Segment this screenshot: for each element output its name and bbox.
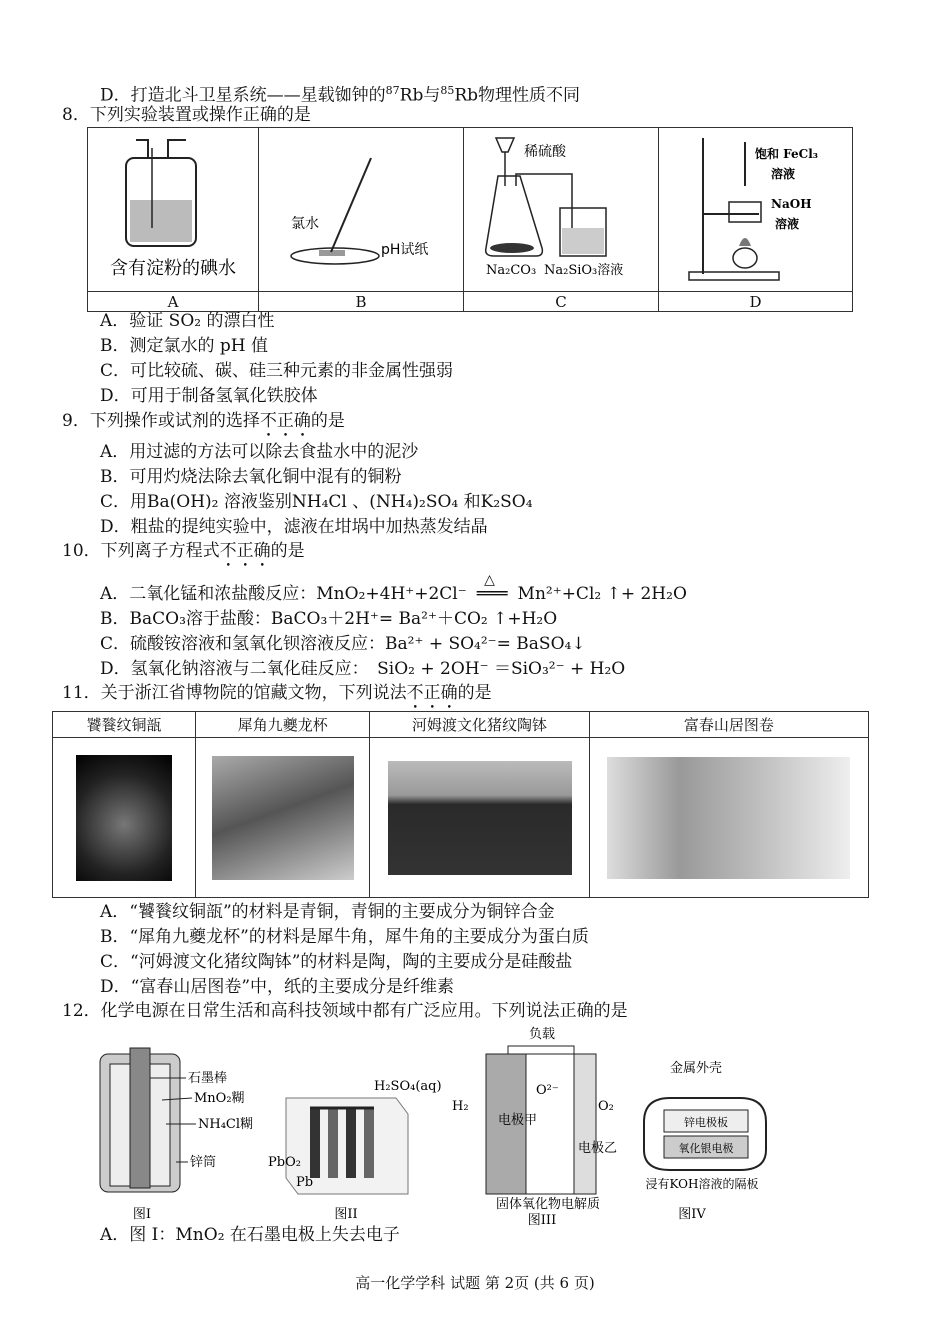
header-a: A — [88, 292, 259, 312]
q8-option-c: C．可比较硫、碳、硅三种元素的非金属性强弱 — [100, 361, 454, 381]
header-b: B — [259, 292, 464, 312]
header-c: C — [464, 292, 659, 312]
h2-label: H₂ — [452, 1099, 469, 1114]
pottery-bowl-image — [388, 761, 572, 875]
artifact-photo-cell-4 — [589, 738, 868, 898]
artifact-header-1: 饕餮纹铜瓿 — [53, 712, 196, 738]
page-footer: 高一化学学科 试题 第 2页 (共 6 页) — [355, 1274, 595, 1292]
rhino-horn-cup-image — [212, 756, 354, 880]
artifact-photo-cell-3 — [370, 738, 589, 898]
electrode-b-label: 电极乙 — [578, 1141, 618, 1156]
silver-oxide-cell-figure — [630, 1058, 780, 1222]
graphite-rod-label: 石墨棒 — [188, 1071, 228, 1086]
landscape-scroll-image — [607, 757, 850, 879]
h2so4-label: H₂SO₄(aq) — [374, 1079, 442, 1094]
q10-option-b: B．BaCO₃溶于盐酸：BaCO₃＋2H⁺= Ba²⁺＋CO₂ ↑+H₂O — [100, 609, 558, 629]
fig4-caption: 图IV — [678, 1207, 706, 1222]
chlorine-water-label: 氯水 — [291, 216, 319, 232]
artifact-photo-cell-2 — [196, 738, 370, 898]
na2sio3-label: Na₂SiO₃溶液 — [544, 263, 624, 278]
pbo2-label: PbO₂ — [268, 1155, 301, 1170]
o2-label: O₂ — [598, 1099, 614, 1114]
bronze-vessel-image — [76, 755, 172, 881]
lead-acid-battery-figure — [266, 1074, 442, 1224]
q10-option-d: D．氢氧化钠溶液与二氧化硅反应： SiO₂ + 2OH⁻ ＝SiO₃²⁻ + H₂O — [100, 659, 626, 679]
apparatus-d — [659, 128, 853, 292]
q9-option-d: D．粗盐的提纯实验中，滤液在坩埚中加热蒸发结晶 — [100, 517, 488, 537]
fig2-caption: 图II — [334, 1207, 358, 1222]
q7-option-d: D．打造北斗卫星系统——星载铷钟的$^{87}$Rb与$^{85}$Rb物理性质不同 — [100, 84, 581, 106]
fig1-caption: 图I — [132, 1207, 152, 1222]
apparatus-b — [259, 128, 464, 292]
q11-stem: 11．关于浙江省博物院的馆藏文物，下列说法不正确的是 — [62, 683, 492, 703]
q11-option-d: D．“富春山居图卷”中，纸的主要成分是纤维素 — [100, 977, 455, 997]
mno2-paste-label: MnO₂糊 — [194, 1091, 245, 1106]
electrolyte-label: 固体氧化物电解质 — [495, 1197, 601, 1212]
ph-paper-label: pH试纸 — [381, 242, 429, 258]
electrode-a-label: 电极甲 — [498, 1113, 538, 1128]
load-label: 负载 — [528, 1027, 556, 1042]
apparatus-a-label: 含有淀粉的碘水 — [110, 258, 236, 279]
q8-option-a: A．验证 SO₂ 的漂白性 — [100, 311, 275, 331]
q12-stem: 12．化学电源在日常生活和高科技领域中都有广泛应用。下列说法正确的是 — [62, 1001, 628, 1021]
q10-option-c: C．硫酸铵溶液和氢氧化钡溶液反应：Ba²⁺ + SO₄²⁻= BaSO₄↓ — [100, 634, 586, 654]
artifact-header-3: 河姆渡文化猪纹陶钵 — [370, 712, 589, 738]
fecl3-solution-label: 溶液 — [771, 167, 796, 181]
zinc-plate-label: 锌电极板 — [684, 1116, 728, 1129]
zinc-can-label: 锌筒 — [190, 1155, 217, 1170]
naoh-label: NaOH — [771, 197, 812, 211]
silver-oxide-label: 氧化银电极 — [678, 1142, 734, 1155]
metal-shell-label: 金属外壳 — [669, 1061, 723, 1076]
q8-stem: 8．下列实验装置或操作正确的是 — [62, 105, 311, 125]
q9-option-b: B．可用灼烧法除去氧化铜中混有的铜粉 — [100, 467, 402, 487]
pb-label: Pb — [296, 1175, 314, 1190]
q11-option-b: B．“犀角九夔龙杯”的材料是犀牛角，犀牛角的主要成分为蛋白质 — [100, 927, 589, 947]
artifact-header-2: 犀角九夔龙杯 — [196, 712, 370, 738]
ph-paper-figure — [259, 128, 463, 286]
q9-stem: 9．下列操作或试剂的选择不正确的是 — [62, 411, 345, 431]
colloid-preparation-figure — [659, 128, 852, 286]
q11-option-a: A．“饕餮纹铜瓿”的材料是青铜，青铜的主要成分为铜锌合金 — [100, 902, 555, 922]
solid-oxide-fuel-cell-figure — [448, 1024, 628, 1228]
q10-option-a: A．二氧化锰和浓盐酸反应：MnO₂+4H⁺+2Cl⁻ △ ═══ Mn²⁺+Cl₂ ↑+ 2H₂O — [100, 572, 687, 604]
q9-option-a: A．用过滤的方法可以除去食盐水中的泥沙 — [100, 442, 419, 462]
apparatus-a — [88, 128, 259, 292]
fecl3-label: 饱和 FeCl₃ — [755, 147, 819, 161]
q11-option-c: C．“河姆渡文化猪纹陶钵”的材料是陶，陶的主要成分是硅酸盐 — [100, 952, 573, 972]
acidity-comparison-figure — [464, 128, 658, 286]
naoh-solution-label: 溶液 — [775, 217, 800, 231]
q8-apparatus-table — [87, 127, 853, 312]
nh4cl-paste-label: NH₄Cl糊 — [198, 1117, 254, 1132]
oxide-ion-label: O²⁻ — [536, 1083, 559, 1098]
q9-option-c: C．用Ba(OH)₂ 溶液鉴别NH₄Cl 、(NH₄)₂SO₄ 和K₂SO₄ — [100, 492, 533, 512]
na2co3-label: Na₂CO₃ — [486, 263, 537, 278]
header-d: D — [659, 292, 853, 312]
artifact-photo-cell-1 — [53, 738, 196, 898]
q8-option-b: B．测定氯水的 pH 值 — [100, 336, 269, 356]
heating-condition: △ ═══ — [476, 572, 508, 604]
q12-option-a: A．图 I：MnO₂ 在石墨电极上失去电子 — [100, 1225, 400, 1245]
gas-washing-bottle-figure — [88, 128, 258, 286]
dilute-sulfuric-acid-label: 稀硫酸 — [524, 144, 566, 160]
apparatus-c — [464, 128, 659, 292]
dry-cell-figure — [92, 1040, 272, 1225]
separator-label: 浸有KOH溶液的隔板 — [645, 1177, 759, 1191]
q8-option-d: D．可用于制备氢氧化铁胶体 — [100, 386, 318, 406]
q11-artifact-table — [52, 711, 869, 898]
q10-stem: 10．下列离子方程式不正确的是 — [62, 541, 305, 561]
artifact-header-4: 富春山居图卷 — [589, 712, 868, 738]
fig3-caption: 图III — [527, 1213, 557, 1228]
